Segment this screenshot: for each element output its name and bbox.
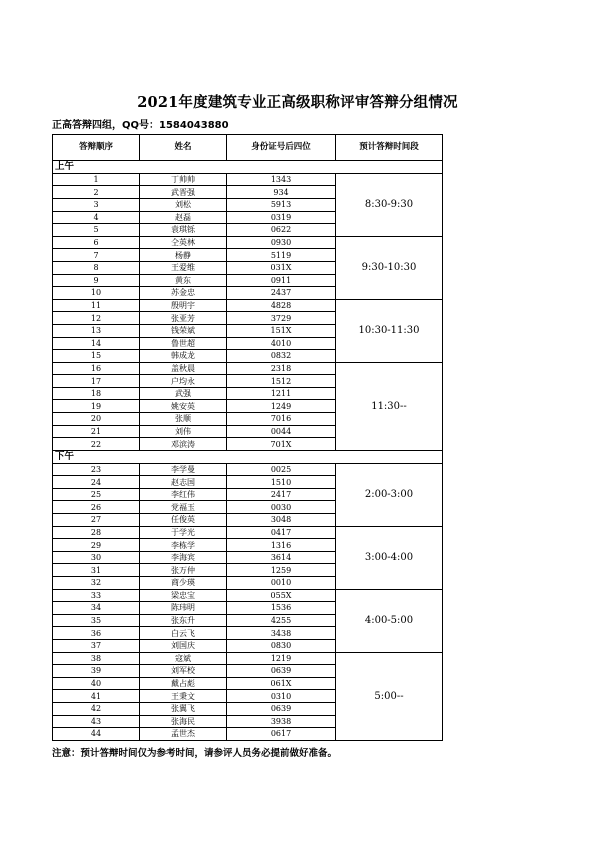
name-cell: 白云飞 [140,627,227,640]
name-cell: 姚安英 [140,400,227,413]
name-cell: 党福玉 [140,501,227,514]
name-cell: 王秉文 [140,690,227,703]
id-last4-cell: 0617 [227,728,336,741]
table-row [53,589,443,602]
id-last4-cell: 0310 [227,690,336,703]
order-cell: 5 [53,224,140,237]
name-cell: 于学光 [140,526,227,539]
time-slot-cell: 5:00-- [336,652,443,740]
order-cell: 28 [53,526,140,539]
order-cell: 30 [53,551,140,564]
time-slot-cell: 9:30-10:30 [336,236,443,299]
order-cell: 9 [53,274,140,287]
name-cell: 钱荣斌 [140,324,227,337]
id-last4-cell: 061X [227,677,336,690]
order-cell: 17 [53,375,140,388]
name-cell: 任俊英 [140,514,227,527]
order-cell: 22 [53,438,140,451]
name-cell: 盖秋晨 [140,362,227,375]
id-last4-cell: 1512 [227,375,336,388]
name-cell: 刘伟 [140,425,227,438]
id-last4-cell: 1316 [227,539,336,552]
order-cell: 14 [53,337,140,350]
order-cell: 10 [53,287,140,300]
name-cell: 商少瑛 [140,577,227,590]
id-last4-cell: 031X [227,261,336,274]
order-cell: 13 [53,324,140,337]
page-title: 2021年度建筑专业正高级职称评审答辩分组情况 [137,94,458,111]
name-cell: 黄东 [140,274,227,287]
order-cell: 33 [53,589,140,602]
order-cell: 44 [53,728,140,741]
table-row [53,526,443,539]
name-cell: 殷明宇 [140,299,227,312]
order-cell: 31 [53,564,140,577]
section-row [53,161,443,174]
header-order: 答辩顺序 [53,135,140,161]
id-last4-cell: 1211 [227,387,336,400]
name-cell: 戴占彪 [140,677,227,690]
table-row [53,173,443,186]
order-cell: 16 [53,362,140,375]
order-cell: 41 [53,690,140,703]
order-cell: 37 [53,639,140,652]
id-last4-cell: 0044 [227,425,336,438]
section-label: 上午 [53,161,443,174]
name-cell: 赵志国 [140,476,227,489]
name-cell: 赵磊 [140,211,227,224]
name-cell: 张顺 [140,413,227,426]
id-last4-cell: 2417 [227,488,336,501]
id-last4-cell: 0639 [227,702,336,715]
order-cell: 24 [53,476,140,489]
order-cell: 2 [53,186,140,199]
id-last4-cell: 1219 [227,652,336,665]
table-header-row [53,135,443,161]
name-cell: 袁琪铄 [140,224,227,237]
order-cell: 43 [53,715,140,728]
name-cell: 苏金忠 [140,287,227,300]
name-cell: 刘军校 [140,665,227,678]
name-cell: 张东升 [140,614,227,627]
name-cell: 韩成龙 [140,350,227,363]
name-cell: 李学曼 [140,463,227,476]
id-last4-cell: 4010 [227,337,336,350]
section-label: 下午 [53,450,443,463]
id-last4-cell: 3614 [227,551,336,564]
order-cell: 19 [53,400,140,413]
name-cell: 邓滨涛 [140,438,227,451]
name-cell: 丁帅帅 [140,173,227,186]
group-subtitle: 正高答辩四组，QQ号：1584043880 [52,120,229,131]
id-last4-cell: 7016 [227,413,336,426]
id-last4-cell: 0319 [227,211,336,224]
order-cell: 42 [53,702,140,715]
order-cell: 11 [53,299,140,312]
header-id-last4: 身份证号后四位 [227,135,336,161]
id-last4-cell: 0025 [227,463,336,476]
time-slot-cell: 2:00-3:00 [336,463,443,526]
id-last4-cell: 4255 [227,614,336,627]
name-cell: 户均永 [140,375,227,388]
name-cell: 刘松 [140,198,227,211]
name-cell: 王爱维 [140,261,227,274]
id-last4-cell: 0930 [227,236,336,249]
table-row [53,652,443,665]
order-cell: 29 [53,539,140,552]
name-cell: 武强 [140,387,227,400]
name-cell: 李海宾 [140,551,227,564]
table-row [53,236,443,249]
id-last4-cell: 2437 [227,287,336,300]
name-cell: 杨静 [140,249,227,262]
id-last4-cell: 055X [227,589,336,602]
id-last4-cell: 1536 [227,602,336,615]
order-cell: 36 [53,627,140,640]
id-last4-cell: 4828 [227,299,336,312]
header-time-slot: 预计答辩时间段 [336,135,443,161]
time-slot-cell: 8:30-9:30 [336,173,443,236]
name-cell: 孟世杰 [140,728,227,741]
order-cell: 34 [53,602,140,615]
name-cell: 仝英林 [140,236,227,249]
table-row [53,299,443,312]
order-cell: 4 [53,211,140,224]
id-last4-cell: 1259 [227,564,336,577]
name-cell: 陈玮明 [140,602,227,615]
name-cell: 刘国庆 [140,639,227,652]
order-cell: 32 [53,577,140,590]
name-cell: 张万仲 [140,564,227,577]
name-cell: 李红伟 [140,488,227,501]
order-cell: 23 [53,463,140,476]
schedule-table [52,134,443,741]
time-slot-cell: 4:00-5:00 [336,589,443,652]
time-slot-cell: 11:30-- [336,362,443,450]
order-cell: 39 [53,665,140,678]
name-cell: 梁忠宝 [140,589,227,602]
order-cell: 21 [53,425,140,438]
notice-text: 注意：预计答辩时间仅为参考时间，请参评人员务必提前做好准备。 [52,748,338,759]
id-last4-cell: 0622 [227,224,336,237]
name-cell: 张翼飞 [140,702,227,715]
id-last4-cell: 701X [227,438,336,451]
id-last4-cell: 0911 [227,274,336,287]
time-slot-cell: 10:30-11:30 [336,299,443,362]
order-cell: 38 [53,652,140,665]
id-last4-cell: 2318 [227,362,336,375]
id-last4-cell: 0830 [227,639,336,652]
id-last4-cell: 0832 [227,350,336,363]
schedule-body [53,161,443,741]
order-cell: 12 [53,312,140,325]
id-last4-cell: 5913 [227,198,336,211]
name-cell: 武晋强 [140,186,227,199]
id-last4-cell: 3729 [227,312,336,325]
id-last4-cell: 0417 [227,526,336,539]
order-cell: 1 [53,173,140,186]
order-cell: 26 [53,501,140,514]
order-cell: 3 [53,198,140,211]
id-last4-cell: 3938 [227,715,336,728]
name-cell: 寇斌 [140,652,227,665]
id-last4-cell: 3438 [227,627,336,640]
order-cell: 25 [53,488,140,501]
name-cell: 李栋学 [140,539,227,552]
section-row [53,450,443,463]
header-name: 姓名 [140,135,227,161]
id-last4-cell: 1343 [227,173,336,186]
order-cell: 27 [53,514,140,527]
name-cell: 张亚芳 [140,312,227,325]
order-cell: 6 [53,236,140,249]
order-cell: 8 [53,261,140,274]
order-cell: 20 [53,413,140,426]
id-last4-cell: 1510 [227,476,336,489]
id-last4-cell: 3048 [227,514,336,527]
order-cell: 35 [53,614,140,627]
order-cell: 7 [53,249,140,262]
order-cell: 40 [53,677,140,690]
id-last4-cell: 5119 [227,249,336,262]
id-last4-cell: 0030 [227,501,336,514]
id-last4-cell: 934 [227,186,336,199]
table-row [53,463,443,476]
time-slot-cell: 3:00-4:00 [336,526,443,589]
order-cell: 18 [53,387,140,400]
id-last4-cell: 0639 [227,665,336,678]
name-cell: 鲁世超 [140,337,227,350]
name-cell: 张海民 [140,715,227,728]
id-last4-cell: 151X [227,324,336,337]
id-last4-cell: 0010 [227,577,336,590]
table-row [53,362,443,375]
order-cell: 15 [53,350,140,363]
id-last4-cell: 1249 [227,400,336,413]
